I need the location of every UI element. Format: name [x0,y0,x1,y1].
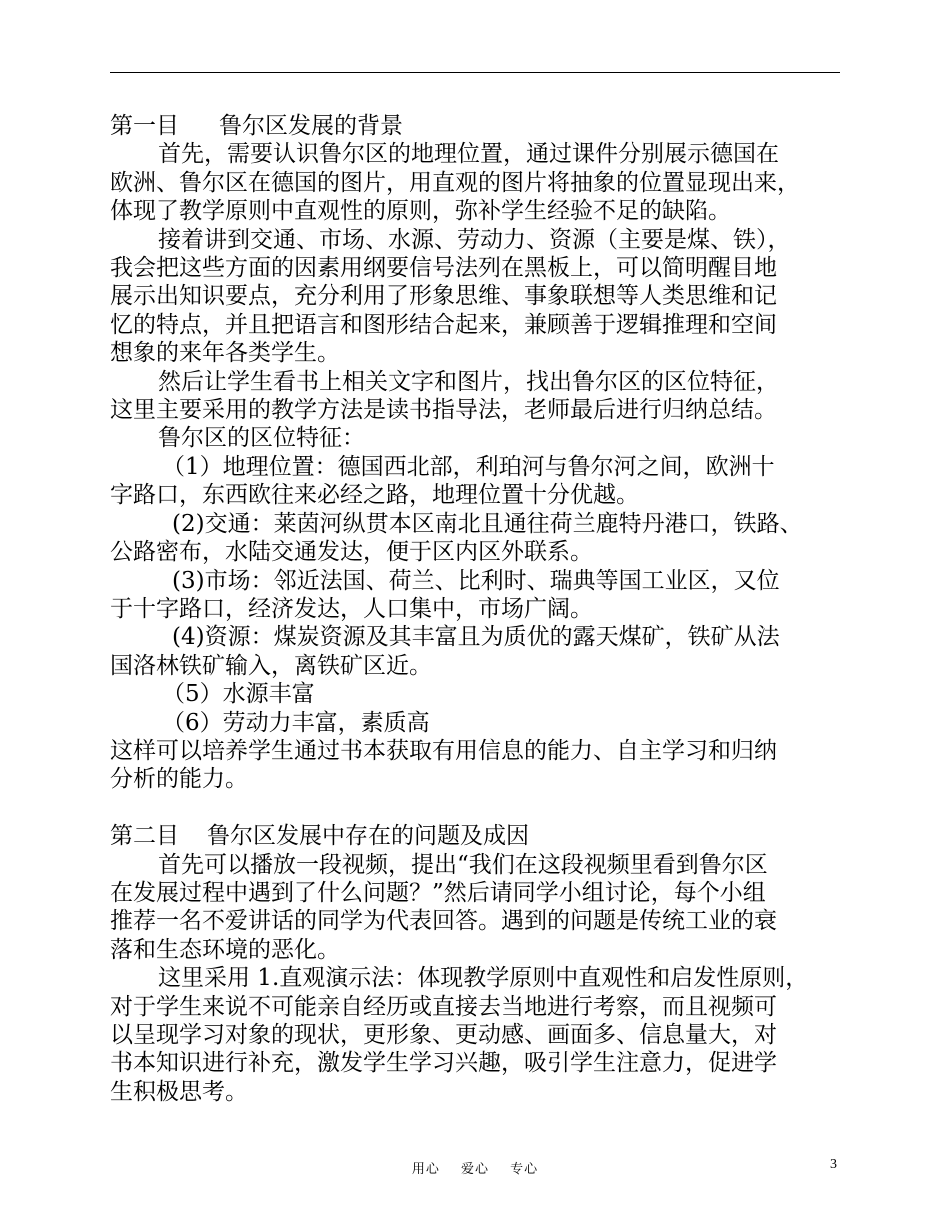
list-item-line: （6）劳动力丰富，素质高 [162,709,430,736]
list-item-line: 国洛林铁矿输入，离铁矿区近。 [110,652,432,679]
section-heading-number: 第二目 [110,823,179,850]
list-item-line: 字路口，东西欧往来必经之路，地理位置十分优越。 [110,482,639,509]
blank-line [110,794,845,822]
section-heading-title: 鲁尔区发展中存在的问题及成因 [207,823,529,850]
paragraph-line: 书本知识进行补充，激发学生学习兴趣，吸引学生注意力，促进学 [110,1050,777,1077]
header-rule [110,72,840,73]
paragraph-line: 展示出知识要点，充分利用了形象思维、事象联想等人类思维和记 [110,283,777,310]
paragraph-line: 鲁尔区的区位特征： [158,425,365,452]
footer-text-left: 用心 [411,1162,440,1177]
paragraph-line: 这里主要采用的教学方法是读书指导法，老师最后进行归纳总结。 [110,397,777,424]
paragraph-line: 体现了教学原则中直观性的原则，弥补学生经验不足的缺陷。 [110,198,731,225]
paragraph-line: 我会把这些方面的因素用纲要信号法列在黑板上，可以简明醒目地 [110,255,777,282]
list-item-line: （5）水源丰富 [162,681,315,708]
paragraph-line: 忆的特点，并且把语言和图形结合起来，兼顾善于逻辑推理和空间 [110,311,777,338]
paragraph-line: 接着讲到交通、市场、水源、劳动力、资源（主要是煤、铁）， [158,226,791,253]
list-item-line: 于十字路口，经济发达，人口集中，市场广阔。 [110,595,593,622]
paragraph-line: 推荐一名不爱讲话的同学为代表回答。遇到的问题是传统工业的衰 [110,908,777,935]
paragraph-line: 想象的来年各类学生。 [110,340,340,367]
section-heading-title: 鲁尔区发展的背景 [219,113,403,139]
paragraph-line: 首先可以播放一段视频，提出“我们在这段视频里看到鲁尔区 [158,851,768,878]
page-number: 3 [830,1157,837,1172]
section-heading-2 [110,822,845,850]
paragraph-line: 欧洲、鲁尔区在德国的图片，用直观的图片将抽象的位置显现出来， [110,169,800,196]
paragraph-line: 生积极思考。 [110,1078,248,1105]
paragraph-line: 在发展过程中遇到了什么问题？”然后请同学小组讨论，每个小组 [110,879,766,906]
list-item-line: (3)市场：邻近法国、荷兰、比利时、瑞典等国工业区，又位 [172,567,780,594]
paragraph-line: 分析的能力。 [110,766,248,793]
body-text [110,112,845,1106]
paragraph-line: 首先，需要认识鲁尔区的地理位置，通过课件分别展示德国在 [158,141,779,168]
list-item-line: （1）地理位置：德国西北部，利珀河与鲁尔河之间，欧洲十 [162,453,775,480]
paragraph-line: 这样可以培养学生通过书本获取有用信息的能力、自主学习和归纳 [110,737,777,764]
footer-text-middle: 爱心 [460,1162,489,1177]
section-heading-number: 第一目 [110,113,179,139]
paragraph-line: 以呈现学习对象的现状，更形象、更动感、画面多、信息量大，对 [110,1021,777,1048]
paragraph-line: 对于学生来说不可能亲自经历或直接去当地进行考察，而且视频可 [110,993,777,1020]
paragraph-line: 落和生态环境的恶化。 [110,936,340,963]
paragraph-line: 这里采用 1.直观演示法：体现教学原则中直观性和启发性原则， [158,965,809,992]
list-item-line: (4)资源：煤炭资源及其丰富且为质优的露天煤矿，铁矿从法 [172,624,780,651]
section-heading-1 [110,112,845,140]
page-footer [0,1158,950,1177]
list-item-line: 公路密布，水陆交通发达，便于区内区外联系。 [110,539,593,566]
list-item-line: (2)交通：莱茵河纵贯本区南北且通往荷兰鹿特丹港口，铁路、 [172,510,803,537]
footer-text-right: 专心 [510,1162,539,1177]
paragraph-line: 然后让学生看书上相关文字和图片，找出鲁尔区的区位特征， [158,368,779,395]
